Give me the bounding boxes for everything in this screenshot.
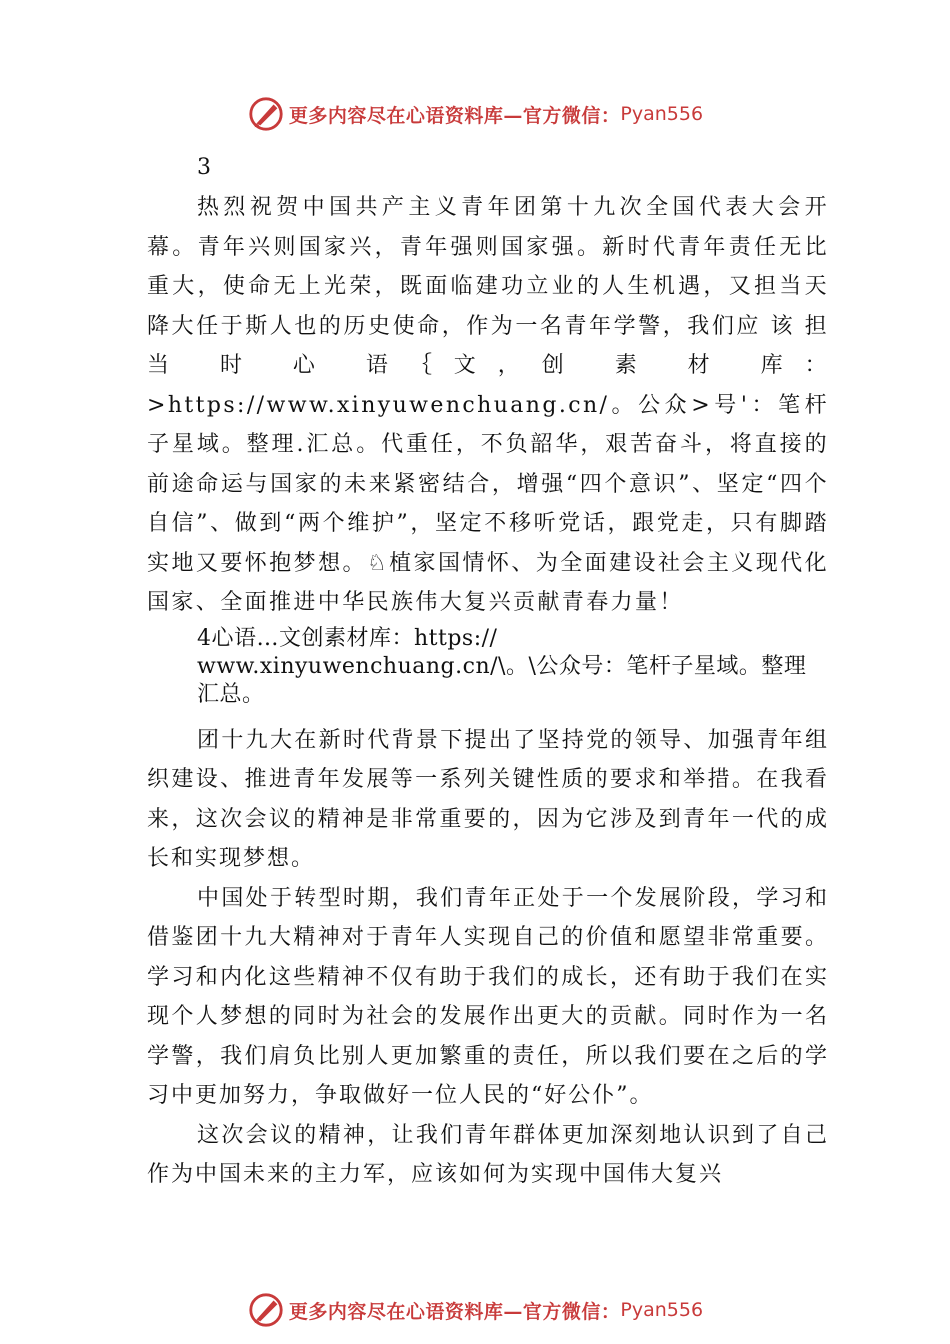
document-body <box>147 148 829 1195</box>
header-banner-id: Pyan556 <box>620 103 704 125</box>
paragraph-4: 这次会议的精神，让我们青年群体更加深刻地认识到了自己作为中国未来的主力军，应该如何为实现中国伟大复兴 <box>147 1122 829 1187</box>
paragraph-2: 团十九大在新时代背景下提出了坚持党的领导、加强青年组织建设、推进青年发展等一系列关键性质的要求和举措。在我看来，这次会议的精神是非常重要的，因为它涉及到青年一代的成长和实现梦想。 <box>147 727 829 871</box>
footer-banner-id: Pyan556 <box>620 1299 704 1321</box>
footer-banner <box>0 1290 950 1330</box>
pen-logo-icon <box>247 1291 285 1329</box>
paragraph-1: 热烈祝贺中国共产主义青年团第十九次全国代表大会开幕。青年兴则国家兴，青年强则国家强。新时代青年责任无比重大，使命无上光荣，既面临建功立业的人生机遇，又担当天降大任于斯人也的历史使命，作为一名青年学警，我们应 该 担 当 时 心 语｛文，创 素 材 库： >https://www.xinyuwenchuang.cn/。公众>号'：笔杆子星域。整理.汇总。代重任，不负韶华，艰苦奋斗，将直接的前途命运与国家的未来紧密结合，增强“四个意识”、坚定“四个自信”、做到“两个维护”，坚定不移听党话，跟党走，只有脚踏实地又要怀抱梦想。♘植家国情怀、为全面建设社会主义现代化国家、全面推进中华民族伟大复兴贡献青春力量！ <box>147 195 829 615</box>
source-note-line-3: 汇总。 <box>197 681 265 707</box>
footer-banner-text: 更多内容尽在心语资料库—官方微信： <box>288 1300 621 1323</box>
section-number: 3 <box>197 155 211 180</box>
source-note-line-2: www.xinyuwenchuang.cn/\。\公众号：笔杆子星域。整理 <box>197 653 807 679</box>
paragraph-3: 中国处于转型时期，我们青年正处于一个发展阶段，学习和借鉴团十九大精神对于青年人实现自己的价值和愿望非常重要。学习和内化这些精神不仅有助于我们的成长，还有助于我们在实现个人梦想的同时为社会的发展作出更大的贡献。同时作为一名学警，我们肩负比别人更加繁重的责任，所以我们要在之后的学习中更加努力，争取做好一位人民的“好公仆”。 <box>147 885 829 1108</box>
header-banner-text: 更多内容尽在心语资料库—官方微信： <box>288 104 621 127</box>
header-banner <box>0 94 950 134</box>
source-note-line-1: 4心语…文创素材库：https:// <box>197 625 498 651</box>
source-note <box>197 625 829 709</box>
pen-logo-icon <box>247 95 285 133</box>
